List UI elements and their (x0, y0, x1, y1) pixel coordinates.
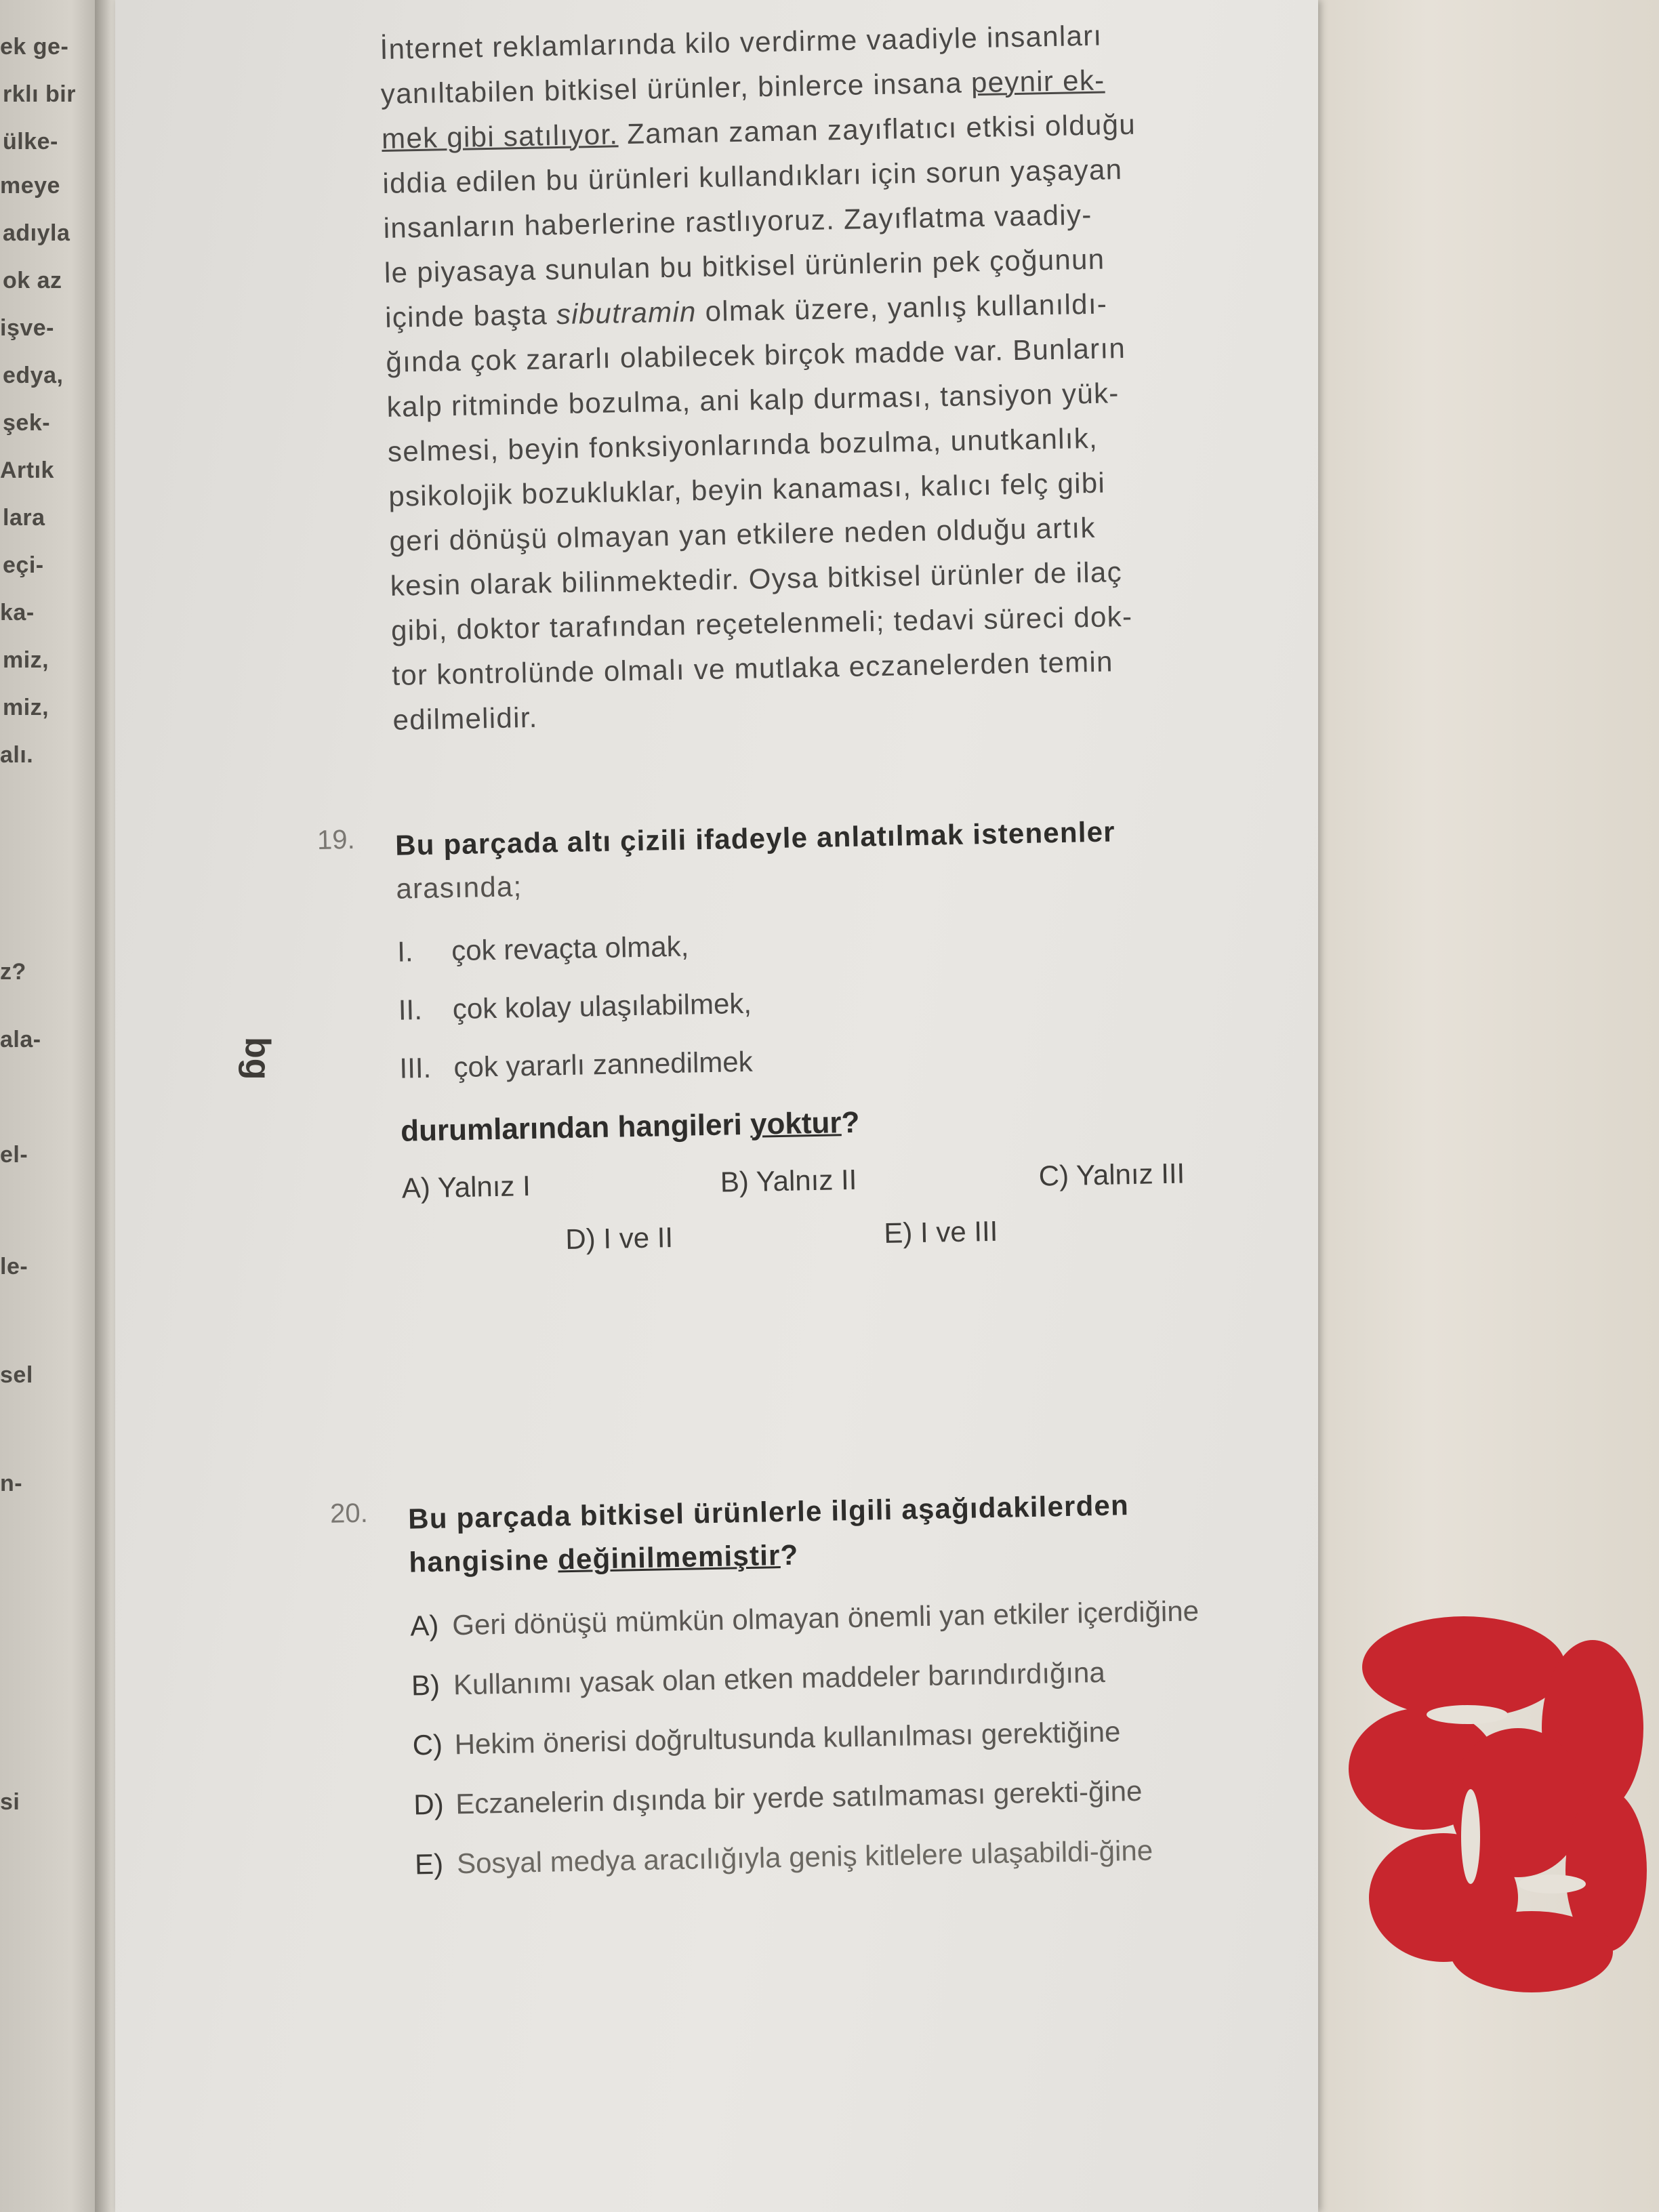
stem-text: Bu parçada altı çizili ifadeyle anlatılmak istenenler (394, 815, 1116, 861)
passage-line: kesin olarak bilinmektedir. Oysa bitkisel ürünler de ilaç (390, 556, 1123, 602)
question-stem (395, 808, 1237, 911)
option-e[interactable] (414, 1827, 1255, 1887)
left-page-fragment: ka- (0, 600, 35, 626)
stem-text: arasında; (395, 870, 523, 905)
option-letter: D) (413, 1788, 445, 1821)
stem-mark: ? (780, 1538, 799, 1572)
passage-line: yanıltabilen bitkisel ürünler, binlerce insana (380, 66, 963, 110)
roman-items (396, 907, 1240, 1098)
option-e[interactable]: E) I ve III (883, 1214, 998, 1250)
passage-line: geri dönüşü olmayan yan etkilere neden olduğu artık (389, 511, 1097, 557)
underlined-phrase-end: mek gibi satılıyor. (381, 118, 619, 155)
left-page-fragment: şek- (3, 410, 51, 436)
option-c[interactable] (412, 1708, 1253, 1767)
red-flower-pattern (1349, 1613, 1647, 1992)
question-20 (329, 1481, 1256, 1887)
left-page-fragment: miz, (3, 695, 49, 720)
option-text: Sosyal medya aracılığıyla geniş kitlelere ulaşabildi-ğine (456, 1834, 1153, 1880)
stem-text: hangisine (409, 1543, 550, 1578)
passage-line: ğında çok zararlı olabilecek birçok madde var. Bunların (386, 331, 1126, 378)
passage-line: olmak üzere, yanlış kullanıldı- (705, 287, 1108, 327)
option-letter: C) (412, 1728, 443, 1761)
roman-text: çok revaçta olmak, (451, 930, 689, 967)
left-page-fragment: rklı bir (3, 81, 76, 107)
italic-term: sibutramin (556, 295, 697, 331)
passage-line: İnternet reklamlarında kilo verdirme vaadiyle insanları (380, 19, 1103, 65)
question-stem (408, 1481, 1250, 1584)
passage-line: selmesi, beyin fonksiyonlarında bozulma, unutkanlık, (387, 422, 1099, 468)
option-a[interactable] (410, 1589, 1251, 1648)
option-d[interactable]: D) I ve II (565, 1221, 674, 1256)
left-page-fragment: ek ge- (0, 34, 69, 60)
ask-text: durumlarından hangileri (400, 1108, 743, 1148)
passage-line: psikolojik bozukluklar, beyin kanaması, kalıcı felç gibi (388, 466, 1106, 512)
left-page-fragment: si (0, 1789, 20, 1815)
option-text: Kullanımı yasak olan etken maddeler barındırdığına (453, 1656, 1106, 1701)
passage-line: kalp ritminde bozulma, ani kalp durması, tansiyon yük- (386, 377, 1120, 423)
question-number: 19. (316, 824, 356, 855)
passage-line: le piyasaya sunulan bu bitkisel ürünlerin pek çoğunun (384, 243, 1105, 289)
left-page-fragment: z? (0, 959, 26, 985)
option-d[interactable] (413, 1767, 1254, 1827)
option-b[interactable] (411, 1648, 1252, 1708)
passage-line: edilmelidir. (392, 701, 539, 736)
passage-line: içinde başta (384, 298, 548, 333)
left-page-fragment: miz, (3, 647, 49, 673)
left-page-fragment: ok az (3, 268, 62, 293)
left-page-fragment: n- (0, 1471, 23, 1496)
roman-numeral: III. (399, 1051, 432, 1084)
option-letter: A) (409, 1609, 439, 1642)
question-number: 20. (329, 1498, 369, 1529)
option-b[interactable]: B) Yalnız II (720, 1163, 857, 1198)
left-page-fragment: ülke- (3, 129, 58, 155)
left-page-fragment: adıyla (3, 220, 70, 246)
option-text: Hekim önerisi doğrultusunda kullanılması gerektiğine (454, 1715, 1121, 1761)
left-page-edge (0, 0, 102, 2212)
roman-numeral: II. (398, 994, 423, 1026)
passage-line: tor kontrolünde olmalı ve mutlaka eczanelerden temin (391, 645, 1114, 691)
option-letter: E) (414, 1847, 444, 1881)
left-page-fragment: ala- (0, 1027, 41, 1052)
question-19 (316, 808, 1244, 1274)
publisher-logo: bg (238, 1037, 277, 1080)
ask-mark: ? (841, 1105, 860, 1140)
answer-options (401, 1143, 1244, 1274)
stem-text: Bu parçada bitkisel ürünlerle ilgili aşağıdakilerden (407, 1489, 1130, 1535)
option-text: Eczanelerin dışında bir yerde satılmaması gerekti-ğine (455, 1774, 1143, 1820)
page-content (316, 11, 1256, 1902)
left-page-fragment: le- (0, 1254, 28, 1279)
exam-page (115, 0, 1318, 2212)
roman-text: çok yararlı zannedilmek (453, 1045, 754, 1084)
ask-underlined: yoktur (750, 1106, 842, 1141)
left-page-fragment: Artık (0, 457, 54, 483)
option-a[interactable]: A) Yalnız I (401, 1170, 531, 1204)
option-text: Geri dönüşü mümkün olmayan önemli yan etkiler içerdiğine (451, 1595, 1200, 1641)
passage-line: insanların haberlerine rastlıyoruz. Zayıflatma vaadiy- (383, 198, 1092, 244)
passage-line: Zaman zaman zayıflatıcı etkisi olduğu (626, 108, 1136, 150)
left-page-fragment: alı. (0, 742, 34, 768)
left-page-fragment: edya, (3, 363, 64, 388)
option-c[interactable]: C) Yalnız III (1038, 1157, 1185, 1192)
reading-passage (380, 11, 1233, 743)
passage-line: iddia edilen bu ürünleri kullandıkları için sorun yaşayan (382, 152, 1123, 199)
left-page-fragment: meye (0, 173, 60, 199)
roman-numeral: I. (396, 935, 413, 968)
underlined-phrase: peynir ek- (970, 64, 1105, 99)
left-page-fragment: işve- (0, 315, 54, 341)
left-page-fragment: sel (0, 1362, 33, 1388)
option-letter: B) (411, 1668, 441, 1702)
stem-underlined: değinilmemiştir (557, 1539, 781, 1576)
left-page-fragment: eçi- (3, 552, 44, 578)
left-page-fragment: lara (3, 505, 45, 531)
passage-line: gibi, doktor tarafından reçetelenmeli; tedavi süreci dok- (390, 600, 1133, 647)
roman-text: çok kolay ulaşılabilmek, (452, 987, 752, 1025)
answer-options (410, 1589, 1256, 1887)
left-page-fragment: el- (0, 1142, 28, 1168)
